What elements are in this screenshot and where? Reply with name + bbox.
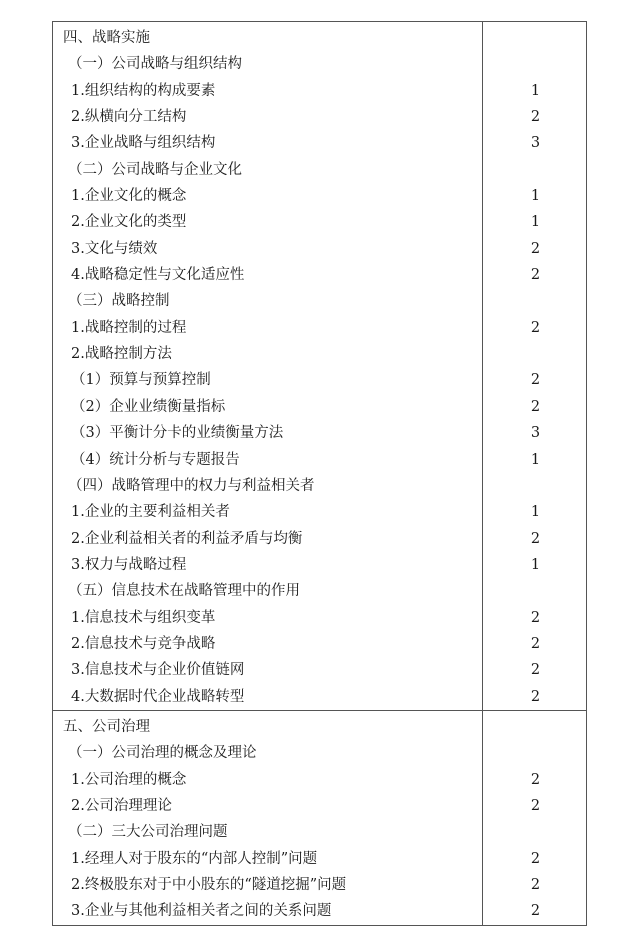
topic-item: 3.权力与战略过程 bbox=[71, 556, 187, 573]
ability-level: 1 bbox=[530, 82, 541, 99]
topic-item: 2.纵横向分工结构 bbox=[71, 109, 187, 126]
ability-level: 2 bbox=[530, 771, 541, 788]
section-heading: （四）战略管理中的权力与利益相关者 bbox=[68, 477, 315, 494]
ability-level: 2 bbox=[530, 662, 541, 679]
ability-level: 1 bbox=[530, 188, 541, 205]
topic-cell bbox=[53, 22, 483, 711]
topic-item: （3）平衡计分卡的业绩衡量方法 bbox=[71, 425, 284, 442]
ability-level: 2 bbox=[530, 530, 541, 547]
ability-level: 2 bbox=[530, 688, 541, 705]
ability-level: 2 bbox=[530, 609, 541, 626]
level-cell bbox=[483, 710, 587, 925]
topic-item: 2.战略控制方法 bbox=[71, 346, 172, 363]
section-heading: （一）公司治理的概念及理论 bbox=[68, 745, 257, 762]
ability-level: 2 bbox=[530, 267, 541, 284]
ability-level bbox=[483, 51, 586, 77]
ability-level: 2 bbox=[530, 903, 541, 920]
level-cell bbox=[483, 22, 587, 711]
topic-item: 2.企业利益相关者的利益矛盾与均衡 bbox=[71, 530, 303, 547]
topic-item: 4.战略稳定性与文化适应性 bbox=[71, 267, 245, 284]
topic-item: 1.企业文化的概念 bbox=[71, 188, 187, 205]
ability-level: 2 bbox=[530, 797, 541, 814]
ability-level: 2 bbox=[530, 319, 541, 336]
topic-item: 2.终极股东对于中小股东的“隧道挖掘”问题 bbox=[71, 877, 347, 893]
topic-item: （4）统计分析与专题报告 bbox=[71, 451, 240, 468]
topic-cell bbox=[53, 710, 483, 925]
section-heading: （五）信息技术在战略管理中的作用 bbox=[68, 583, 300, 600]
topic-item: 1.信息技术与组织变革 bbox=[71, 609, 216, 626]
ability-level: 2 bbox=[530, 877, 541, 893]
ability-level bbox=[483, 473, 586, 499]
ability-level bbox=[483, 819, 586, 845]
topic-item: 3.企业战略与组织结构 bbox=[71, 135, 216, 152]
topic-item: （1）预算与预算控制 bbox=[71, 372, 211, 389]
topic-item: 1.战略控制的过程 bbox=[71, 319, 187, 336]
ability-level bbox=[483, 740, 586, 766]
ability-level bbox=[483, 341, 586, 367]
section-heading: （三）战略控制 bbox=[68, 293, 170, 310]
syllabus-table bbox=[52, 21, 587, 926]
topic-item: 2.公司治理理论 bbox=[71, 797, 172, 814]
ability-level: 1 bbox=[530, 556, 541, 573]
ability-level: 2 bbox=[530, 372, 541, 389]
topic-item: 1.经理人对于股东的“内部人控制”问题 bbox=[71, 850, 318, 867]
ability-level: 1 bbox=[530, 214, 541, 231]
section-heading: （二）公司战略与企业文化 bbox=[68, 161, 242, 178]
topic-item: （2）企业业绩衡量指标 bbox=[71, 398, 226, 415]
topic-item: 1.企业的主要利益相关者 bbox=[71, 504, 230, 521]
ability-level bbox=[483, 714, 586, 740]
section-heading: （一）公司战略与组织结构 bbox=[68, 56, 242, 73]
topic-item: 3.信息技术与企业价值链网 bbox=[71, 662, 245, 679]
ability-level: 2 bbox=[530, 240, 541, 257]
chapter-heading: 五、公司治理 bbox=[63, 718, 150, 735]
chapter-heading: 四、战略实施 bbox=[63, 30, 150, 46]
section-row bbox=[53, 710, 587, 925]
ability-level: 3 bbox=[530, 425, 541, 442]
ability-level bbox=[483, 578, 586, 604]
ability-level bbox=[483, 288, 586, 314]
topic-item: 3.文化与绩效 bbox=[71, 240, 158, 257]
topic-item: 4.大数据时代企业战略转型 bbox=[71, 688, 245, 705]
section-heading: （二）三大公司治理问题 bbox=[68, 824, 228, 841]
ability-level: 2 bbox=[530, 398, 541, 415]
ability-level bbox=[483, 25, 586, 51]
ability-level: 2 bbox=[530, 850, 541, 867]
ability-level: 3 bbox=[530, 135, 541, 152]
ability-level bbox=[483, 157, 586, 183]
ability-level: 2 bbox=[530, 635, 541, 652]
topic-item: 1.组织结构的构成要素 bbox=[71, 82, 216, 99]
topic-item: 3.企业与其他利益相关者之间的关系问题 bbox=[71, 903, 332, 920]
ability-level: 1 bbox=[530, 451, 541, 468]
topic-item: 2.企业文化的类型 bbox=[71, 214, 187, 231]
ability-level: 1 bbox=[530, 504, 541, 521]
topic-item: 2.信息技术与竞争战略 bbox=[71, 635, 216, 652]
section-row bbox=[53, 22, 587, 711]
ability-level: 2 bbox=[530, 109, 541, 126]
syllabus-table-body bbox=[53, 22, 587, 926]
topic-item: 1.公司治理的概念 bbox=[71, 771, 187, 788]
